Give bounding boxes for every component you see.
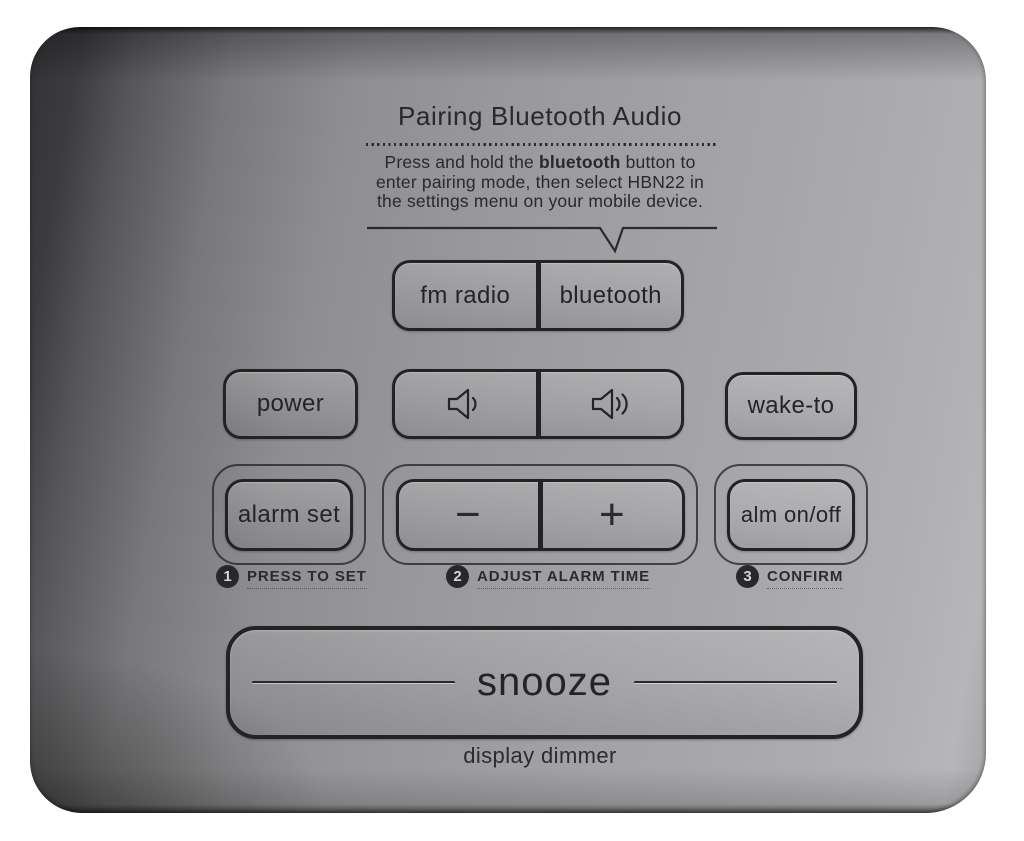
- step-captions: [30, 565, 1024, 605]
- display-dimmer-caption: display dimmer: [463, 743, 617, 768]
- step-label: CONFIRM: [767, 565, 843, 589]
- volume-rocker-body: [392, 369, 684, 439]
- alm-on-off-ring: [714, 464, 868, 565]
- step-confirm: [736, 565, 843, 589]
- fm-radio-button[interactable]: fm radio: [395, 263, 536, 328]
- instruction-line: the settings menu on your mobile device.: [376, 191, 704, 211]
- pairing-title: Pairing Bluetooth Audio: [397, 101, 683, 131]
- bluetooth-button[interactable]: bluetooth: [541, 263, 682, 328]
- power-button[interactable]: power: [223, 369, 358, 439]
- alm-on-off-button[interactable]: alm on/off: [727, 479, 855, 551]
- step-press-to-set: [216, 565, 367, 589]
- step-label: ADJUST ALARM TIME: [477, 565, 650, 589]
- source-rocker: [392, 260, 684, 331]
- instruction-line: enter pairing mode, then select HBN22 in: [375, 171, 705, 192]
- snooze-groove-left: [252, 681, 455, 684]
- snooze-button[interactable]: [226, 626, 863, 739]
- adjust-rocker-body: [396, 479, 685, 551]
- adjust-ring: [382, 464, 698, 565]
- clock-radio-top-panel: [30, 27, 986, 813]
- dotted-divider: [366, 143, 718, 146]
- step-number-badge: 3: [736, 565, 759, 588]
- wake-to-button[interactable]: wake-to: [725, 372, 857, 440]
- pairing-instructions: [350, 153, 730, 212]
- alarm-set-button[interactable]: alarm set: [225, 479, 353, 551]
- step-label: PRESS TO SET: [247, 565, 367, 589]
- step-adjust-alarm-time: [446, 565, 650, 589]
- instruction-line: Press and hold the bluetooth button to: [384, 152, 696, 172]
- step-number-badge: 1: [216, 565, 239, 588]
- speaker-low-icon: [442, 386, 488, 422]
- plus-button[interactable]: [543, 482, 682, 548]
- speaker-high-icon: [588, 386, 634, 422]
- minus-icon: −: [454, 489, 482, 539]
- step-number-badge: 2: [446, 565, 469, 588]
- snooze-label: snooze: [477, 660, 612, 704]
- source-rocker-body: [392, 260, 684, 331]
- minus-button[interactable]: [399, 482, 538, 548]
- volume-down-button[interactable]: [395, 372, 536, 436]
- volume-rocker: [392, 369, 684, 439]
- volume-up-button[interactable]: [541, 372, 682, 436]
- alarm-set-ring: [212, 464, 366, 565]
- snooze-groove-right: [634, 681, 837, 684]
- plus-icon: +: [598, 489, 626, 539]
- pointer-bracket-icon: [360, 221, 724, 257]
